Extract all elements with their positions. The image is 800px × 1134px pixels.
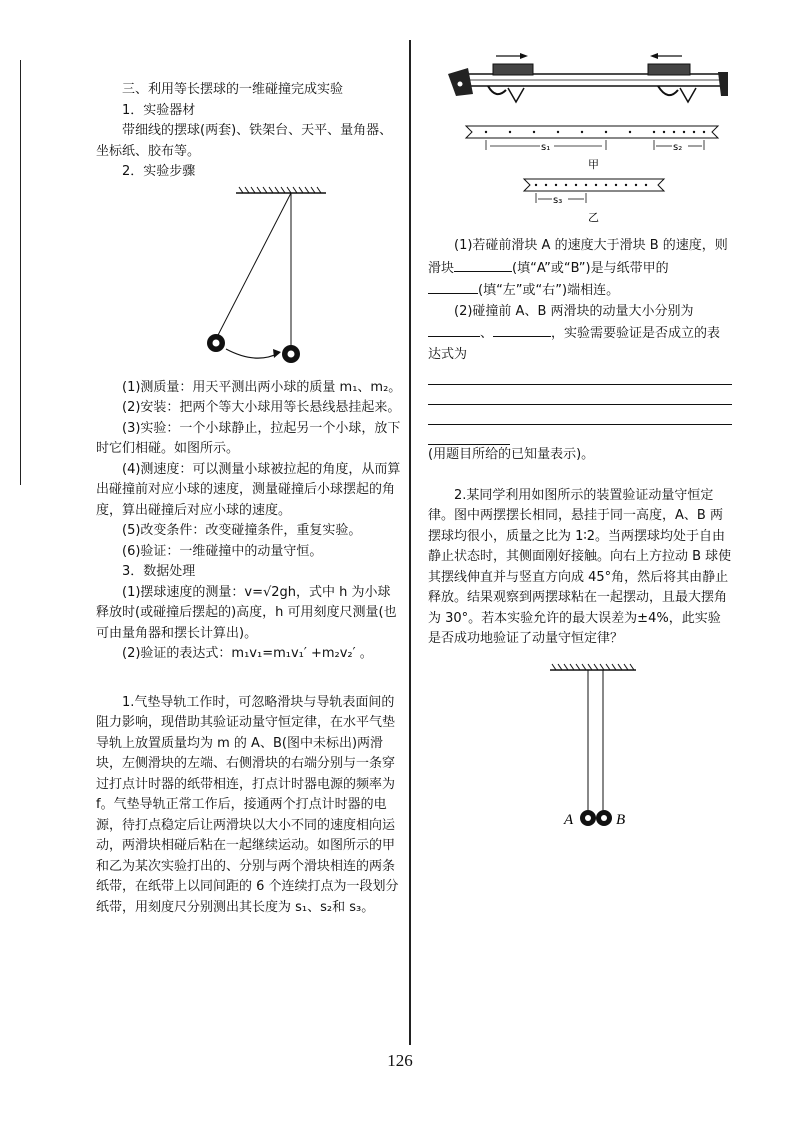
answer-line-1[interactable] bbox=[428, 365, 732, 385]
step-2: (2)安装：把两个等大小球用等长悬线悬挂起来。 bbox=[122, 400, 401, 415]
answer-line-3[interactable] bbox=[428, 405, 732, 425]
equipment-heading: 1．实验器材 bbox=[122, 102, 196, 118]
data-heading: 3．数据处理 bbox=[122, 564, 196, 579]
answer-blank-momentum-a[interactable] bbox=[428, 322, 480, 337]
answer-blank-end[interactable] bbox=[428, 279, 478, 294]
question-2-separator: 、 bbox=[480, 326, 494, 341]
section-title: 三、利用等长摆球的一维碰撞完成实验 bbox=[122, 82, 344, 97]
tape-yi-caption: 乙 bbox=[588, 211, 599, 224]
data-item-2: (2)验证的表达式：m₁v₁=m₁v₁′ +m₂v₂′ 。 bbox=[122, 646, 373, 661]
question-2 bbox=[428, 302, 732, 366]
data-item-1: (1)摆球速度的测量：v=√2gh，式中 h 为小球释放时(或碰撞后摆起的)高度，h 可用刻度尺测量(也可由量角器和摆长计算出)。 bbox=[96, 584, 397, 641]
tape-jia-s2-label: s₂ bbox=[673, 142, 683, 153]
answer-line-2[interactable] bbox=[428, 385, 732, 405]
tape-jia-s1-label: s₁ bbox=[541, 142, 551, 153]
double-pendulum-figure bbox=[428, 658, 732, 848]
column-divider bbox=[409, 40, 411, 1045]
problem-2-text: 2.某同学利用如图所示的装置验证动量守恒定律。图中两摆摆长相同，悬挂于同一高度，A、B 两摆球均很小，质量之比为 1∶2。当两摆球均处于自由静止状态时，其侧面刚好接触。向右上方拉动 B 球使其摆线伸直并与竖直方向成 45°角，然后将其由静止释放。结果观察到两摆球粘在一起摆动，且最大摆角为 30°。若本实验允许的最大误差为±4%，此实验是否成功地验证了动量守恒定律？ bbox=[428, 487, 732, 646]
tape-yi-s3-label: s₃ bbox=[553, 195, 563, 206]
air-track-figure bbox=[428, 44, 732, 230]
question-1-part-c: (填“左”或“右”)端相连。 bbox=[478, 283, 620, 298]
step-1: (1)测质量：用天平测出两小球的质量 m₁、m₂。 bbox=[122, 379, 402, 395]
step-3: (3)实验：一个小球静止，拉起另一个小球，放下时它们相碰。如图所示。 bbox=[96, 420, 401, 456]
pendulum-collision-figure bbox=[96, 183, 402, 378]
question-1-part-b: (填“A”或“B”)是与纸带甲的 bbox=[512, 260, 669, 276]
page-number: 126 bbox=[387, 1051, 413, 1070]
step-5: (5)改变条件：改变碰撞条件，重复实验。 bbox=[122, 523, 362, 538]
problem-1-text: 1.气垫导轨工作时，可忽略滑块与导轨表面间的阻力影响，现借助其验证动量守恒定律，在水平气垫导轨上放置质量均为 m 的 A、B(图中未标出)两滑块，左侧滑块的左端、右侧滑块的右端分别与一条穿过打点计时器的纸带相连，打点计时器电源的频率为 f。气垫导轨正常工作后，接通两个打点计时器的电源，待打点稳定后让两滑块以大小不同的速度相向运动，两滑块相碰后粘在一起继续运动。如图所示的甲和乙为某次实验打出的、分别与两个滑块相连的两条纸带，在纸带上以同间距的 6 个连续打点为一段划分纸带，用刻度尺分别测出其长度为 s₁、s₂和 s₃。 bbox=[96, 694, 399, 915]
ball-a-label: A bbox=[564, 811, 574, 828]
left-margin-rule bbox=[20, 60, 21, 485]
question-2-note: (用题目所给的已知量表示)。 bbox=[428, 447, 595, 462]
tape-jia-caption: 甲 bbox=[588, 158, 599, 171]
question-2-part-b: ，实验需要验证是否成立的表达式为 bbox=[428, 326, 721, 362]
steps-heading: 2．实验步骤 bbox=[122, 164, 196, 179]
equipment-text: 带细线的摆球(两套)、铁架台、天平、量角器、坐标纸、胶布等。 bbox=[96, 123, 393, 159]
answer-line-4[interactable] bbox=[428, 425, 510, 445]
left-column bbox=[96, 80, 402, 918]
question-1-part-a: (1)若碰前滑块 A 的速度大于滑块 B 的速度，则滑块 bbox=[428, 238, 728, 276]
question-1 bbox=[428, 236, 732, 302]
answer-blank-momentum-b[interactable] bbox=[493, 322, 551, 337]
step-6: (6)验证：一维碰撞中的动量守恒。 bbox=[122, 543, 323, 559]
question-2-part-a: (2)碰撞前 A、B 两滑块的动量大小分别为 bbox=[454, 303, 694, 319]
answer-blank-slider[interactable] bbox=[454, 257, 512, 272]
step-4: (4)测速度：可以测量小球被拉起的角度，从而算出碰撞前对应小球的速度，测量碰撞后小球摆起的角度，算出碰撞后对应小球的速度。 bbox=[96, 461, 401, 518]
right-column bbox=[428, 44, 732, 848]
ball-b-label: B bbox=[616, 811, 626, 828]
